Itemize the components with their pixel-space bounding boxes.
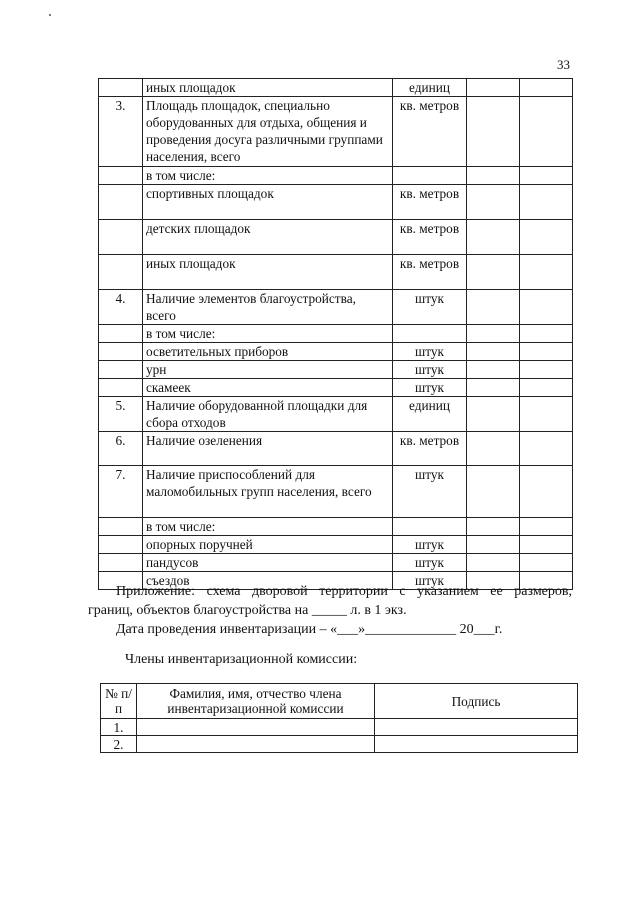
inventory-date-line: Дата проведения инвентаризации – «___»_____________ 20___г. [116,622,503,637]
row-value-1 [467,255,520,290]
header-sign: Подпись [375,684,578,719]
table-row [99,361,573,379]
table-row [99,343,573,361]
row-number [99,361,143,379]
commission-row-fio [137,719,375,736]
row-value-1 [467,290,520,325]
row-value-1 [467,79,520,97]
inventory-table [98,78,573,590]
row-value-2 [520,79,573,97]
row-name: спортивных площадок [143,185,393,220]
row-number: 3. [99,97,143,167]
commission-row [101,719,578,736]
header-num: № п/п [101,684,137,719]
appendix-line-1: Приложение: схема дворовой территории с указанием ее размеров, [116,584,572,599]
appendix-line-2: границ, объектов благоустройства на _____ л. в 1 экз. [88,603,407,618]
page-number: 33 [557,57,570,72]
row-name: съездов [143,572,393,590]
row-number: 5. [99,397,143,432]
row-value-1 [467,185,520,220]
row-name: урн [143,361,393,379]
row-value-2 [520,536,573,554]
row-value-2 [520,554,573,572]
row-name: в том числе: [143,325,393,343]
row-unit: штук [393,572,467,590]
row-unit: штук [393,379,467,397]
row-unit: единиц [393,397,467,432]
row-value-2 [520,518,573,536]
row-unit: штук [393,536,467,554]
row-value-1 [467,518,520,536]
row-unit: кв. метров [393,220,467,255]
row-number [99,554,143,572]
row-number [99,379,143,397]
row-name: в том числе: [143,518,393,536]
table-row [99,397,573,432]
row-value-2 [520,97,573,167]
row-value-1 [467,466,520,518]
row-unit [393,167,467,185]
commission-table [100,683,578,753]
row-value-1 [467,343,520,361]
row-value-1 [467,397,520,432]
row-value-1 [467,220,520,255]
table-row [99,466,573,518]
row-number [99,518,143,536]
row-value-2 [520,290,573,325]
row-name: Наличие приспособлений для маломобильных групп населения, всего [143,466,393,518]
row-unit: штук [393,361,467,379]
row-name: пандусов [143,554,393,572]
row-number: 6. [99,432,143,466]
table-row [99,536,573,554]
row-value-2 [520,466,573,518]
row-name: иных площадок [143,79,393,97]
table-row [99,518,573,536]
row-unit: кв. метров [393,185,467,220]
row-value-1 [467,379,520,397]
row-value-2 [520,379,573,397]
row-unit: штук [393,290,467,325]
row-value-1 [467,97,520,167]
commission-title: Члены инвентаризационной комиссии: [125,652,358,667]
row-value-1 [467,325,520,343]
row-unit: кв. метров [393,97,467,167]
row-number [99,220,143,255]
table-row [99,79,573,97]
row-number [99,79,143,97]
table-row [99,97,573,167]
row-value-1 [467,167,520,185]
row-unit: штук [393,343,467,361]
table-row [99,167,573,185]
row-name: детских площадок [143,220,393,255]
commission-row-sign [375,719,578,736]
row-number: 4. [99,290,143,325]
row-number [99,343,143,361]
commission-row-num: 1. [101,719,137,736]
row-unit [393,518,467,536]
row-number [99,255,143,290]
row-value-2 [520,397,573,432]
row-number [99,167,143,185]
row-unit [393,325,467,343]
table-row [99,290,573,325]
row-value-2 [520,432,573,466]
row-name: в том числе: [143,167,393,185]
row-value-1 [467,361,520,379]
table-row [99,432,573,466]
row-unit: штук [393,554,467,572]
commission-row [101,736,578,753]
row-unit: единиц [393,79,467,97]
commission-row-fio [137,736,375,753]
table-row [99,220,573,255]
row-number [99,536,143,554]
row-value-2 [520,167,573,185]
row-value-2 [520,343,573,361]
table-row [99,325,573,343]
commission-row-num: 2. [101,736,137,753]
row-value-2 [520,325,573,343]
header-fio: Фамилия, имя, отчество члена инвентаризационной комиссии [137,684,375,719]
commission-row-sign [375,736,578,753]
row-number [99,325,143,343]
row-unit: кв. метров [393,432,467,466]
row-name: Наличие озеленения [143,432,393,466]
row-unit: штук [393,466,467,518]
row-number: 7. [99,466,143,518]
row-name: опорных поручней [143,536,393,554]
row-name: скамеек [143,379,393,397]
row-value-1 [467,554,520,572]
row-name: осветительных приборов [143,343,393,361]
row-value-2 [520,185,573,220]
scan-dot [49,14,51,16]
row-name: Наличие элементов благоустройства, всего [143,290,393,325]
row-name: иных площадок [143,255,393,290]
row-value-2 [520,361,573,379]
row-value-2 [520,255,573,290]
row-value-1 [467,536,520,554]
table-row [99,255,573,290]
row-value-2 [520,220,573,255]
row-value-1 [467,432,520,466]
table-row [99,379,573,397]
row-name: Наличие оборудованной площадки для сбора отходов [143,397,393,432]
row-number [99,185,143,220]
table-row [99,185,573,220]
row-name: Площадь площадок, специально оборудованных для отдыха, общения и проведения досуга различными группами населения, всего [143,97,393,167]
table-row [99,554,573,572]
row-unit: кв. метров [393,255,467,290]
commission-header-row [101,684,578,719]
